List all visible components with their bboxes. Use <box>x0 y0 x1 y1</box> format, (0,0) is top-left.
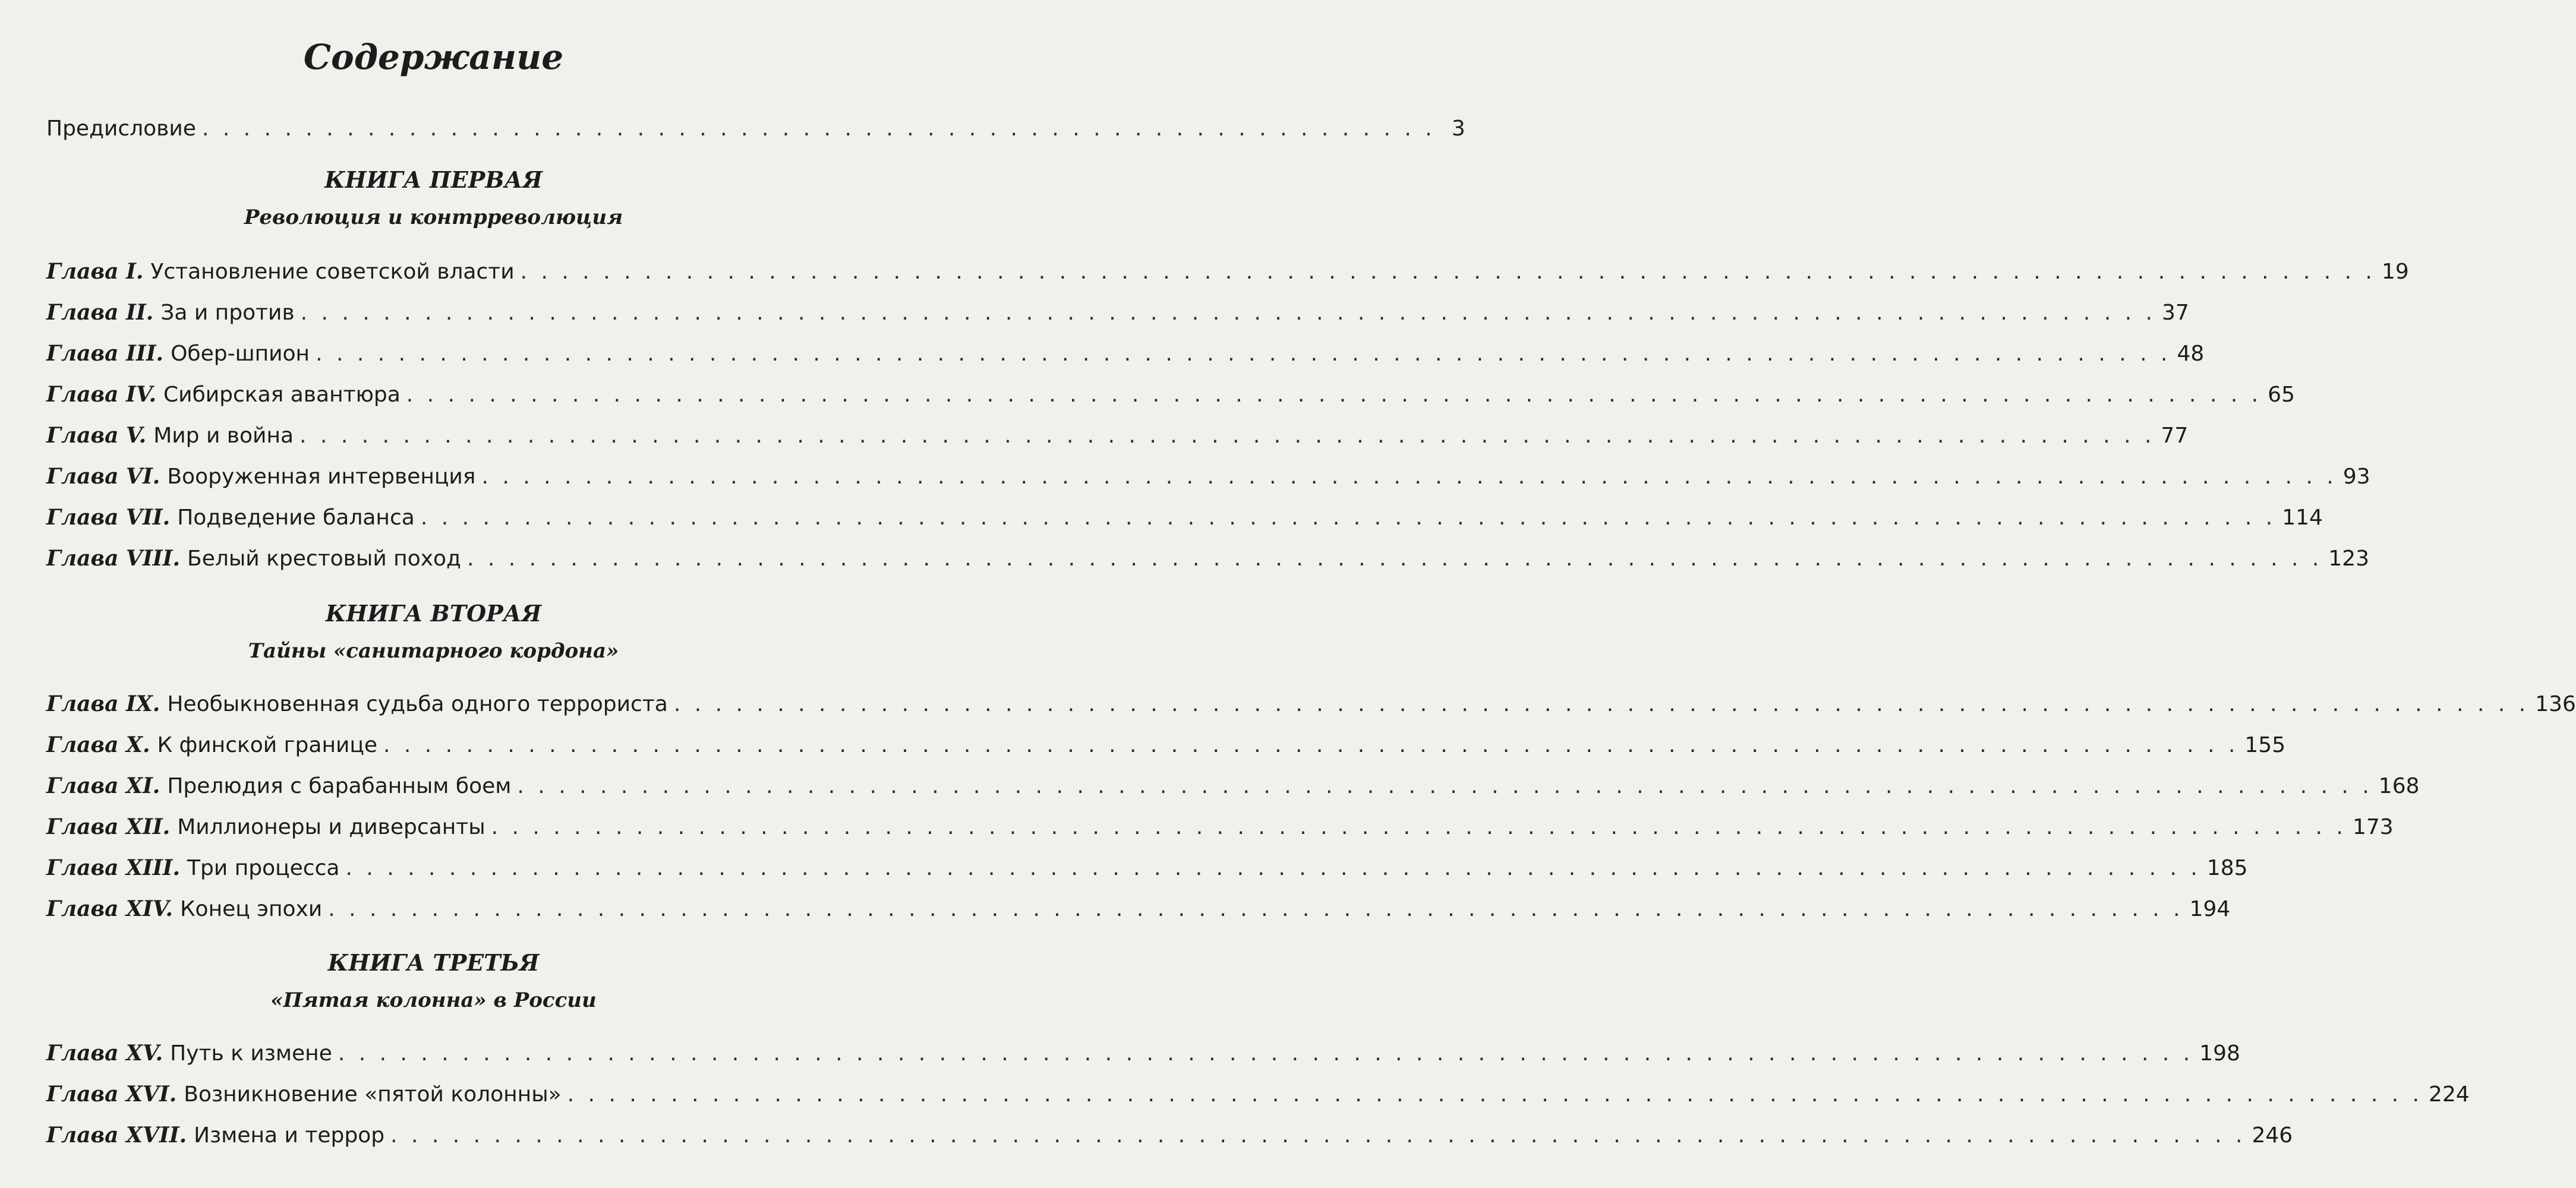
book-subtitle-3: «Пятая колонна» в России <box>270 988 597 1012</box>
page-number: 3 <box>1451 116 1465 141</box>
leader-dots: . . . . . . . . . . . . . . . . . . . . . . . . . . . . . . . . . . . . . . . . . . . . . . . . . . . . . . . . . . . . <box>201 116 1436 141</box>
chapter-number: Глава X. <box>46 732 150 757</box>
toc-entry-chapter[interactable] <box>46 896 2231 926</box>
leader-dots: . . . . . . . . . . . . . . . . . . . . . . . . . . . . . . . . . . . . . . . . . . . . . . . . . . . . . . . . . . . . . . . . . . . . . . . . . . . . . . . . . . . . . . . . . . <box>520 260 2376 284</box>
chapter-number: Глава XVI. <box>46 1082 177 1107</box>
page-number: 123 <box>2328 546 2370 571</box>
chapter-number: Глава VI. <box>46 464 160 489</box>
leader-dots: . . . . . . . . . . . . . . . . . . . . . . . . . . . . . . . . . . . . . . . . . . . . . . . . . . . . . . . . . . . . . . . . . . . . . . . . . . . . . . . . . . . . . . . . . . <box>338 1041 2194 1066</box>
toc-entry-chapter[interactable] <box>46 814 2394 844</box>
leader-dots: . . . . . . . . . . . . . . . . . . . . . . . . . . . . . . . . . . . . . . . . . . . . . . . . . . . . . . . . . . . . . . . . . . . . . . . . . . . . . . . . . . . . . . . . . . <box>420 505 2277 530</box>
page-number: 65 <box>2268 383 2295 407</box>
chapter-number: Глава XV. <box>46 1041 163 1066</box>
leader-dots: . . . . . . . . . . . . . . . . . . . . . . . . . . . . . . . . . . . . . . . . . . . . . . . . . . . . . . . . . . . . . . . . . . . . . . . . . . . . . . . . . . . . . . . . . . <box>406 383 2262 407</box>
chapter-title: Подведение баланса <box>177 505 415 530</box>
page-number: 168 <box>2378 774 2420 798</box>
chapter-title: Прелюдия с барабанным боем <box>167 774 512 798</box>
chapter-number: Глава IX. <box>46 691 160 716</box>
page-number: 198 <box>2199 1041 2240 1066</box>
chapter-title: Конец эпохи <box>179 897 323 921</box>
leader-dots: . . . . . . . . . . . . . . . . . . . . . . . . . . . . . . . . . . . . . . . . . . . . . . . . . . . . . . . . . . . . . . . . . . . . . . . . . . . . . . . . . . . . . . . . . . <box>390 1123 2246 1148</box>
page-number: 37 <box>2162 301 2189 325</box>
book-heading-3: КНИГА ТРЕТЬЯ <box>327 949 540 976</box>
book-subtitle-2: Тайны «санитарного кордона» <box>248 639 619 663</box>
toc-entry-chapter[interactable] <box>46 464 2370 494</box>
leader-dots: . . . . . . . . . . . . . . . . . . . . . . . . . . . . . . . . . . . . . . . . . . . . . . . . . . . . . . . . . . . . . . . . . . . . . . . . . . . . . . . . . . . . . . . . . . <box>345 856 2201 880</box>
chapter-title: Путь к измене <box>170 1041 332 1066</box>
toc-entry-chapter[interactable] <box>46 546 2370 576</box>
toc-entry-chapter[interactable] <box>46 300 2189 330</box>
toc-entry-chapter[interactable] <box>46 1082 2470 1111</box>
chapter-number: Глава XVII. <box>46 1123 187 1148</box>
toc-entry-chapter[interactable] <box>46 773 2420 803</box>
leader-dots: . . . . . . . . . . . . . . . . . . . . . . . . . . . . . . . . . . . . . . . . . . . . . . . . . . . . . . . . . . . . . . . . . . . . . . . . . . . . . . . . . . . . . . . . . . <box>673 692 2530 716</box>
page-number: 185 <box>2206 856 2248 880</box>
chapter-number: Глава XIII. <box>46 855 181 880</box>
toc-entry-chapter[interactable] <box>46 691 2576 721</box>
book-heading-2: КНИГА ВТОРАЯ <box>325 600 542 627</box>
chapter-number: Глава XI. <box>46 773 160 798</box>
toc-entry-preface[interactable] <box>46 116 1465 146</box>
toc-entry-chapter[interactable] <box>46 1041 2240 1070</box>
leader-dots: . . . . . . . . . . . . . . . . . . . . . . . . . . . . . . . . . . . . . . . . . . . . . . . . . . . . . . . . . . . . . . . . . . . . . . . . . . . . . . . . . . . . . . . . . . <box>517 774 2373 798</box>
leader-dots: . . . . . . . . . . . . . . . . . . . . . . . . . . . . . . . . . . . . . . . . . . . . . . . . . . . . . . . . . . . . . . . . . . . . . . . . . . . . . . . . . . . . . . . . . . <box>328 897 2184 921</box>
chapter-title: Обер-шпион <box>171 342 310 366</box>
page-number: 136 <box>2535 692 2576 716</box>
page-title: Содержание <box>303 37 564 77</box>
page-number: 246 <box>2252 1123 2293 1148</box>
leader-dots: . . . . . . . . . . . . . . . . . . . . . . . . . . . . . . . . . . . . . . . . . . . . . . . . . . . . . . . . . . . . . . . . . . . . . . . . . . . . . . . . . . . . . . . . . . <box>316 342 2171 366</box>
leader-dots: . . . . . . . . . . . . . . . . . . . . . . . . . . . . . . . . . . . . . . . . . . . . . . . . . . . . . . . . . . . . . . . . . . . . . . . . . . . . . . . . . . . . . . . . . . <box>383 733 2239 757</box>
chapter-title: Установление советской власти <box>150 260 515 284</box>
chapter-title: Необыкновенная судьба одного террориста <box>167 692 668 716</box>
page-number: 93 <box>2342 465 2370 489</box>
chapter-number: Глава XIV. <box>46 896 173 921</box>
chapter-title: Белый крестовый поход <box>187 546 461 571</box>
page-number: 48 <box>2177 342 2205 366</box>
leader-dots: . . . . . . . . . . . . . . . . . . . . . . . . . . . . . . . . . . . . . . . . . . . . . . . . . . . . . . . . . . . . . . . . . . . . . . . . . . . . . . . . . . . . . . . . . . <box>299 424 2155 448</box>
chapter-title: Вооруженная интервенция <box>167 465 476 489</box>
chapter-title: К финской границе <box>157 733 378 757</box>
toc-entry-chapter[interactable] <box>46 855 2248 885</box>
chapter-title: Миллионеры и диверсанты <box>177 815 485 839</box>
toc-entry-chapter[interactable] <box>46 259 2409 289</box>
page-number: 194 <box>2189 897 2231 921</box>
toc-entry-chapter[interactable] <box>46 732 2286 762</box>
toc-entry-chapter[interactable] <box>46 341 2205 371</box>
chapter-title: Мир и война <box>153 424 294 448</box>
page-number: 114 <box>2282 505 2323 530</box>
page-number: 155 <box>2244 733 2286 757</box>
book-heading-1: КНИГА ПЕРВАЯ <box>324 166 543 193</box>
leader-dots: . . . . . . . . . . . . . . . . . . . . . . . . . . . . . . . . . . . . . . . . . . . . . . . . . . . . . . . . . . . . . . . . . . . . . . . . . . . . . . . . . . . . . . . . . . <box>567 1082 2423 1107</box>
chapter-title: Сибирская авантюра <box>163 383 401 407</box>
leader-dots: . . . . . . . . . . . . . . . . . . . . . . . . . . . . . . . . . . . . . . . . . . . . . . . . . . . . . . . . . . . . . . . . . . . . . . . . . . . . . . . . . . . . . . . . . . <box>481 465 2337 489</box>
chapter-number: Глава V. <box>46 423 147 448</box>
page-number: 19 <box>2382 260 2409 284</box>
leader-dots: . . . . . . . . . . . . . . . . . . . . . . . . . . . . . . . . . . . . . . . . . . . . . . . . . . . . . . . . . . . . . . . . . . . . . . . . . . . . . . . . . . . . . . . . . . <box>466 546 2323 571</box>
toc-entry-chapter[interactable] <box>46 1123 2293 1152</box>
page-number: 77 <box>2161 424 2189 448</box>
chapter-number: Глава VIII. <box>46 546 181 571</box>
toc-entry-chapter[interactable] <box>46 423 2189 453</box>
chapter-title: Возникновение «пятой колонны» <box>184 1082 562 1107</box>
page-number: 173 <box>2353 815 2394 839</box>
toc-entry-chapter[interactable] <box>46 505 2323 535</box>
chapter-title: За и против <box>160 301 295 325</box>
chapter-title: Измена и террор <box>194 1123 385 1148</box>
leader-dots: . . . . . . . . . . . . . . . . . . . . . . . . . . . . . . . . . . . . . . . . . . . . . . . . . . . . . . . . . . . . . . . . . . . . . . . . . . . . . . . . . . . . . . . . . . <box>491 815 2347 839</box>
book-subtitle-1: Революция и контрреволюция <box>244 206 623 229</box>
chapter-number: Глава III. <box>46 341 164 366</box>
chapter-number: Глава II. <box>46 300 154 325</box>
leader-dots: . . . . . . . . . . . . . . . . . . . . . . . . . . . . . . . . . . . . . . . . . . . . . . . . . . . . . . . . . . . . . . . . . . . . . . . . . . . . . . . . . . . . . . . . . . <box>300 301 2156 325</box>
chapter-number: Глава XII. <box>46 814 171 839</box>
chapter-title: Три процесса <box>187 856 340 880</box>
preface-label: Предисловие <box>46 116 196 141</box>
chapter-number: Глава I. <box>46 259 144 284</box>
page-number: 224 <box>2429 1082 2470 1107</box>
chapter-number: Глава VII. <box>46 505 171 530</box>
toc-entry-chapter[interactable] <box>46 382 2295 412</box>
chapter-number: Глава IV. <box>46 382 157 407</box>
